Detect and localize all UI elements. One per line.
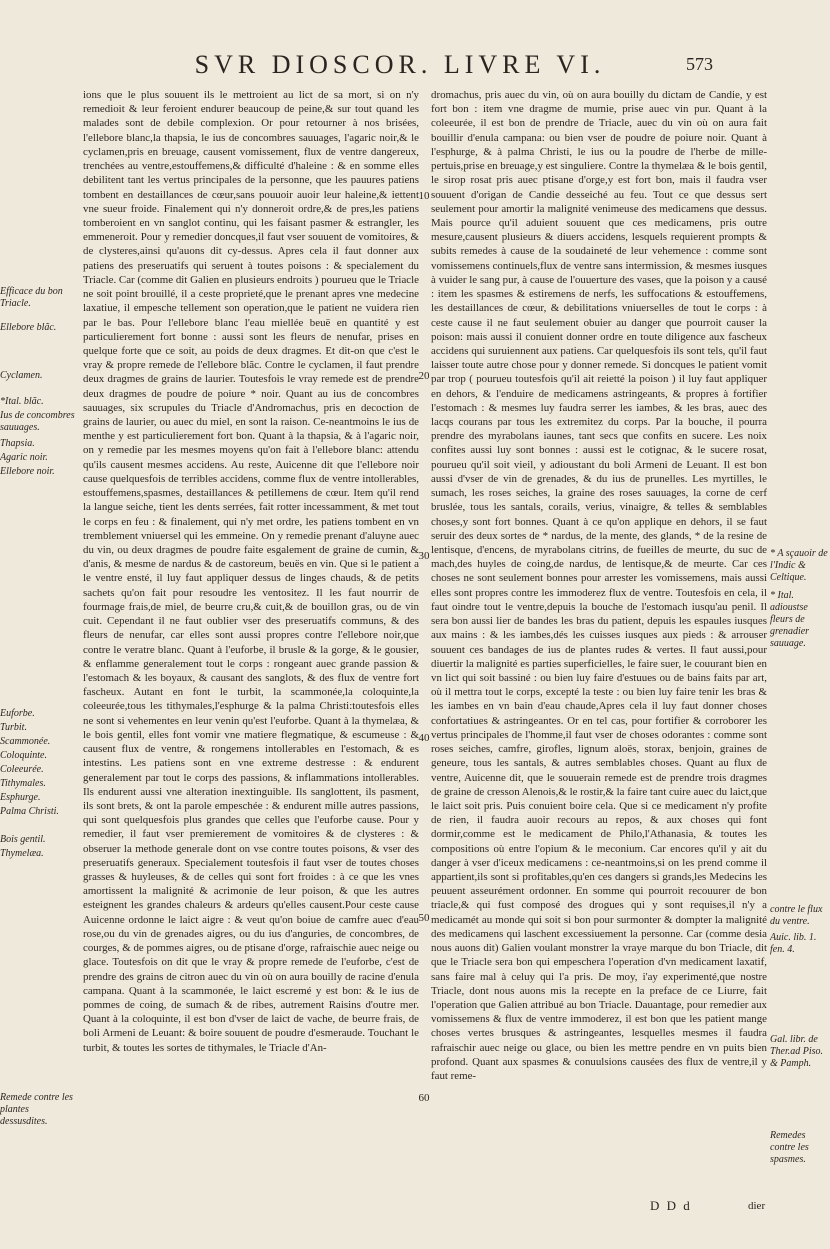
margin-note: Ellebore noir. xyxy=(0,466,55,477)
catchword: dier xyxy=(748,1200,766,1212)
margin-note: Auic. lib. 1. fen. 4. xyxy=(770,932,817,955)
margin-note: * A sçauoir de l'Indic & Celtique. xyxy=(770,548,828,583)
margin-note: Turbit. xyxy=(0,722,27,733)
signature-mark: D D d xyxy=(650,1198,692,1213)
margin-note: Tithymales. xyxy=(0,778,46,789)
margin-note: Thymelæa. xyxy=(0,848,44,859)
margin-note: Agaric noir. xyxy=(0,452,48,463)
right-column xyxy=(431,88,767,1198)
line-number: 40 xyxy=(418,732,430,744)
margin-note: Efficace du bon Triacle. xyxy=(0,286,63,309)
left-column-text: ions que le plus souuent ils le mettroient au lict de sa mort, si on n'y remedioit & leur feroient endurer beaucoup de peine,& sur tout quand les malades sont de debile complexion. Or pour retourner à nos brisées, l'ellebore blanc,la thapsia, le ius de concombres sauuages, l'agaric noir,& le cyclamen,pris en breuage, causent vomissement, flux de ventre dangereux, trenchées au ventre,estouffemens,& difficulté d'haleine : & en somme elles debilitent tant les vertus principales de la personne, que les pauures patiens tombent en destaillances de cœur,sans pouuoir auoir leur haleine,& iettent vne sueur froide. Finalement qui n'y donneroit ordre,& de pres,les patiens tomberoient en vn sanglot continu, qui les faisant pasmer & estrangler, les emmeneroit. Pour y remedier doncques,il faut vser souuent de vomitoires, & de clysteres,ainsi qu'auons dit cy-dessus. Apres cela il faut donner aux patiens des preseruatifs qui seruent à toutes poisons : & specialement du Triacle. Car (comme dit Galien en plusieurs endroits ) pourueu que le Triacle ne soit point brouillé, il a ceste proprieté,que le prenant apres vne medecine laxatiue, il empesche tellement son operation,que le patient ne vuidera rien par le bas. Pour l'ellebore blanc l'eau miellée beuë en quantité y est particulierement fort bonne : aussi sont les fleurs de nenufar, prises en quelque forte que ce soit, au poids de deux dragmes. Et dit-on que c'est le vray & propre remede de l'ellebore blãc. Contre le cyclamen, il faut prendre deux dragmes de grains de laurier. Toutesfois le vray remede est de prendre deux dragmes de poudre de poiure * noir. Quant au ius de concombres sauuages, six scrupules du Triacle d'Andromachus, pris en decoction de grains de laurier, ou auec du miel, en sont la raison. Ce-neantmoins le ius de menthe y est particulierement fort bon. Quant à la thapsia, & à l'agaric noir, on y remedie par les mesmes moyens qu'on fait à l'ellebore blanc: attendu qu'ils causent mesmes accidens. Au reste, Auicenne dit que l'ellebore noir cause quelquesfois de terribles accidens, comme flux de ventre intollerables, estouffemens,spasmes, destaillances & petillemens de cœur. Item qu'il rend la langue seiche, tient les dents serrées, fait rotter incessamment, & met tout le corps en feu : & finalement, qui n'y met ordre, les patiens tombent en vn tremblement vniuersel qui les emmeine. On y remedie prenant d'aluyne auec du vin, ou deux dragmes de poudre faite esgalement de graine de cumin, & d'anis, & mesme de nardus & de castoreum, beuës en vin. Que si le patient a le ventre ensté, il luy faut appliquer dessus de linges chauds, & de petits sachets qu'on fait pour resoudre les ventositez. Il les faut nourrir de fourmage frais,de miel, de beurre cru,& cuit,& de bouillon gras, ou de vin cuit. Cependant il ne faut oublier vser des preseruatifs communs, & des fleurs de nenufar, car elles sont aussi propres contre l'ellebore noir,que contre le veratre blanc. Quant à l'euforbe, il brusle & la gorge, & le gousier, & enflamme generalement tout le corps : rongeant auec grande passion & l'estomach & les boyaux, & causant des sanglots, & des flux de ventre fort fascheux. Autant en font le turbit, la scammonée,la coloquinte,la coleeurée,tous les tithymales,l'esphurge & la palma Christi:toutesfois elles ne sont si vehementes en leur venin qu'est l'euforbe. Quant à la thymelæa, & le bois gentil, elles font vomir vne matiere flegmatique, & escumeuse : & causent flux de ventre, & rongemens intollerables en l'estomach, & es intestins. Les patiens sont en vne extreme destresse : & endurent generalement par tout le corps des passions, & inflammations intollerables. Ils endurent aussi vne alteration inextinguible. Ils sanglottent, ils pasment, ils sont brets, & ont la parole empeschée : & endurent mille autres passions, qui sont quelquesfois plus grandes que celles que l'euforbe cause. Pour y remedier, il faut vser premierement de vomitoires & de clysteres : & obseruer la methode generale dont on vse contre toutes poisons, & vser des preseruatifs generaux. Specialement toutesfois il faut vser de toutes choses grasses & huyleuses, & de celles qui sont fort froides : à ce que les vnes amortissent la malignité & acrimonie de leur poison, & que les autres esteignent les grandes chaleurs & ardeurs qu'elles causent.Pour ceste cause Auicenne ordonne le laict aigre : & veut qu'on boiue de camfre auec d'eau rose,ou du vin de grenades aigres, ou du ius d'anguries, de concombres, de courges, & de pommes aigres, ou de ptisane d'orge, rafraischie auec neige ou glace. Toutesfois on dit que le vray & propre remede de l'euforbe, c'est de prendre des grains de citron auec du vin où on aura bouilly de racine d'enula campana. Quant à la scammonée, le laict escremé y est bon: & le ius de pommes de coing, de sumach & de ribes, autrement Raisins d'outre mer. Quant à la coloquinte, il est bon d'vser de laict de vache, de beurre frais, de boli Armeni de Leuant: & boire souuent de poudre d'esmeraude. Touchant le turbit, & toutes les sortes de tithymales, le Triacle d'An- xyxy=(83,89,419,1054)
running-head: SVR DIOSCOR. LIVRE VI. xyxy=(194,50,606,79)
line-number: 60 xyxy=(418,1092,430,1104)
margin-note: Ius de concombres sauuages. xyxy=(0,410,75,433)
line-number: 10 xyxy=(418,190,430,202)
margin-note: contre le flux du ventre. xyxy=(770,904,823,927)
page-number: 573 xyxy=(686,54,713,74)
line-number: 30 xyxy=(418,550,430,562)
margin-note: Bois gentil. xyxy=(0,834,46,845)
margin-note: Cyclamen. xyxy=(0,370,43,381)
margin-note: Thapsia. xyxy=(0,438,35,449)
margin-note: *Ital. blãc. xyxy=(0,396,44,407)
margin-note: Palma Christi. xyxy=(0,806,59,817)
line-number: 20 xyxy=(418,370,430,382)
margin-note: Remede contre les plantes dessusdites. xyxy=(0,1092,73,1127)
line-number: 50 xyxy=(418,912,430,924)
margin-note: Ellebore blãc. xyxy=(0,322,57,333)
left-column xyxy=(83,88,419,1198)
margin-note: * Ital. adioustse fleurs de grenadier sauuage. xyxy=(770,590,810,649)
margin-note: Coleeurée. xyxy=(0,764,44,775)
margin-note: Gal. libr. de Ther.ad Piso. & Pamph. xyxy=(770,1034,824,1069)
right-column-text: dromachus, pris auec du vin, où on aura bouilly du dictam de Candie, y est fort bon : item vne dragme de mumie, prise auec vin pur. Quant à la coleeurée, il est bon de prendre de Triacle, auec du vin où on aura fait bouillir d'enula campana: ou bien vser de poudre de poiure noir. Quant à l'esphurge, & à palma Christi, le ius ou la poudre de l'herbe de mille-pertuis,prise en breuage,y est singuliere. Contre la thymelæa & le bois gentil, le sirop rosat pris auec ptisane d'orge,y est fort bon, mais il faudra vser souuent d'origan de Candie desseiché au feu. Tout ce que dessus sert seulement pour amortir la malignité venimeuse des medicamens que dessus. Mais pource qu'il aduient souuent que ces medicamens, pris outre mesure,causent plusieurs & diuers accidens, lesquels requierent prompts & subits remedes à cause de la soudaineté de leur vehemence : comme sont vomissemens continuels,flux de ventre sans intermission, & mesmes iusques à vuider le sang pur, à cause de l'ouuerture des vases, que la poison y a causé : item les spasmes & estiremens de nerfs, les suffocations & estouffemens, les destaillances de cœur, & debilitations vniuerselles de tout le corps : à ceste cause il ne faut seulement obuier au danger que pourroit causer la poison: mais aussi il conuient donner ordre en toute diligence aux fascheux accidens qui suruiennent aux patiens. Car quelquesfois ils sont tels, qu'il faut laisser toute autre chose pour y donner remede. Si doncques le patient vomit par trop ( pourueu toutesfois qu'il ait reietté la poison ) il luy faut appliquer en dehors, & l'enduire de medicamens astringeants, & propres à fortifier l'estomach : & mesmes luy faudra serrer les iambes, & les bras, auec des lacqs courans par tous les extremitez du corps. Par la bouche, il pourra prendre des myrabolans iaunes, tant secs que confits en sucere. Les noix confites aussi luy sont bonnes : aussi est le cotignac, & le sucere rosat, pourueu qu'il soit vieil, y adioustant du boli Armeni de Leuant. Il est bon aussi d'vser de vin de grenades, & du ius de prunelles. Les myrtilles, le sumach, les roses seiches, la graine des roses sauuages, la corne de cerf bruslée, tous les santals, corails, verius, vinaigre, & telles & semblables choses,y sont fort bonnes. Quant à ce qu'on applique en dehors, il se faut seruir des deux sortes de * nardus, de la mente, des glands, * de la resine de lentisque, d'encens, de myrabolans citrins, de fueilles de meurte, du suc de mach,des huyles de coing,de nardus, de lentisque,& de meurte. Car ces choses ne sont seulement bonnes pour arrester les vomissemens, mais aussi elles sont propres contre les immoderez flux de ventre. Toutesfois en cela, il faut oindre tout le ventre,depuis la bouche de l'estomach iusqu'au penil. Il sera bon aussi lier de bandes les bras du patient, depuis les espaules iusques aux mains : & les iambes,dés les cuisses iusques aux pieds : & arrouser souuent ces bandages de ius de plantes rudes & vertes. Il faut aussi,pour diuertir la malignité es parties superficielles, le faire suer, le couurant bien en vn lict qui soit bassiné : ou bien luy faire d'estuues ou de bains faits par art, où il mettra tout le corps, excepté la teste : ou bien luy faire tenir les bras & les iambes en vn bain d'eau chaude,Apres cela il luy faut donner choses confortatiues & astringeantes. Or en tel cas, pour fortifier & corroborer les vertus principales de l'homme,il faut vser de choses odorantes : comme sont roses seiches, camfre, girofles, lignum aloës, storax, benjoin, graines de geneure, tous les santals, & autres semblables choses. Quant au flux de ventre, Auicenne dit, que le souuerain remede est de prendre trois dragmes de graine de cresson Alenois,& le rostir,& la faire tant cuire auec du laict,que le laict soit pris. Puis conuient boire cela. Que si ce medicament n'y profite de rien, il faudra auoir recours au repos, & aux choses qui font dormir,comme est le medicament de Philo,l'Athanasia, & toutes les compositions où entre l'opium & le meconium. Car encores qu'il y ait du danger à vser d'iceux medicamens : ce-neantmoins,si on les prend comme il appartient,ils sont si profitables,qu'en ces dangers si grands,les Medecins les peuuent asseurément ordonner. En somme qui pourroit recouurer de bon triacle,& qui fust composé des drogues qui y sont requises,il n'y a medicamét au monde qui soit si bon pour surmonter & dompter la malignité des medicamens qui laschent excessiuement la personne. Car (comme desia nous auons dit) Galien voulant monstrer la vraye marque du bon Triacle, dit que le Triacle sera bon qui empeschera l'operation d'vn medicament laxatif, sans faire mal à celuy qui l'a pris. De moy, i'ay experimenté,que nostre Triacle, dont nous auons mis la recepte en la preface de ce Liurre, fait l'operation que Galien attribué au bon Triacle. Dauantage, pour remedier aux vomissemens & flux de ventre immoderez, il est bon que les patient mange choses vertes brusques & astringeantes, lesquelles mesmes il faudra rafraischir auec neige ou glace, ou bien les mettre pendre en vn puits bien profond. Quant aux spasmes & conuulsions causées des flux de ventre,il y faut reme- xyxy=(431,89,768,1083)
margin-note: Esphurge. xyxy=(0,792,41,803)
margin-note: Remedes contre les spasmes. xyxy=(770,1130,809,1165)
margin-note: Scammonée. xyxy=(0,736,51,747)
margin-note: Coloquinte. xyxy=(0,750,47,761)
margin-note: Euforbe. xyxy=(0,708,35,719)
